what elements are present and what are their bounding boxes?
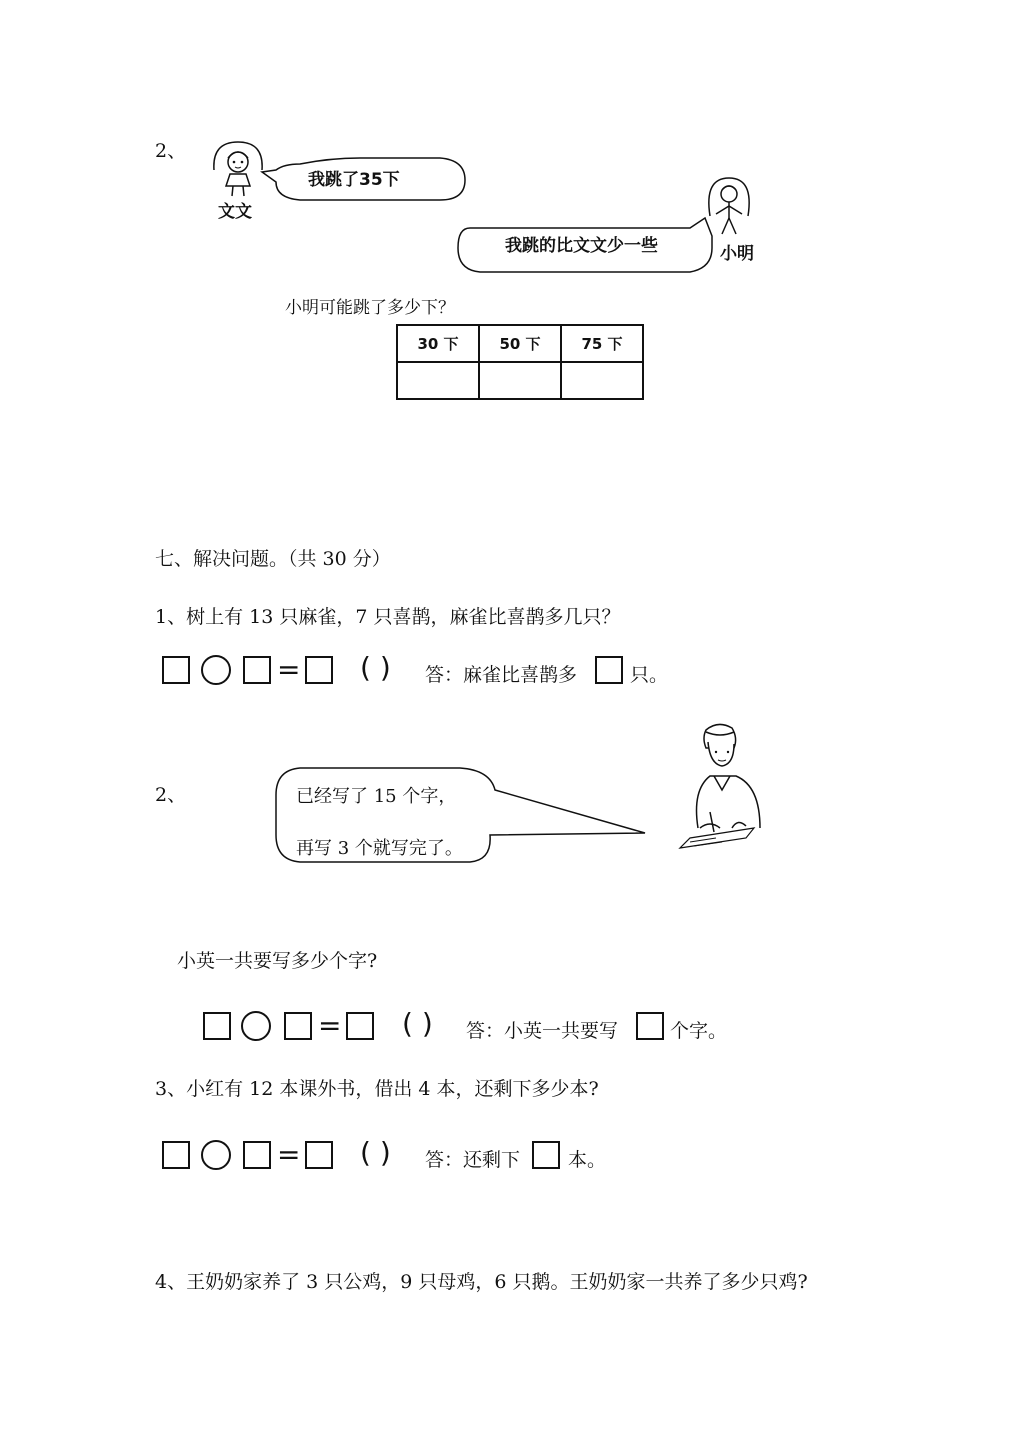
unit-parentheses[interactable]: ( ) xyxy=(402,1007,433,1040)
answer-box[interactable] xyxy=(243,1141,271,1169)
answer-box[interactable] xyxy=(284,1012,312,1040)
boy-speech-text: 我跳的比文文少一些 xyxy=(505,236,658,256)
equals-sign: = xyxy=(277,653,301,686)
child-writing-illustration xyxy=(676,720,766,855)
answer-suffix: 只。 xyxy=(630,664,669,686)
answer-box[interactable] xyxy=(532,1141,560,1169)
problem-3-question: 3、小红有 12 本课外书，借出 4 本，还剩下多少本? xyxy=(155,1078,599,1100)
answer-box[interactable] xyxy=(305,1141,333,1169)
equals-sign: = xyxy=(318,1009,342,1042)
choice-option: 75 下 xyxy=(561,325,643,362)
girl-name: 文文 xyxy=(218,202,252,222)
question-number: 2、 xyxy=(155,140,187,162)
choice-option: 30 下 xyxy=(397,325,479,362)
section-title: 七、解决问题。（共 30 分） xyxy=(155,548,391,570)
answer-box[interactable] xyxy=(346,1012,374,1040)
speech-line-2: 再写 3 个就写完了。 xyxy=(296,838,463,858)
answer-box[interactable] xyxy=(636,1012,664,1040)
choice-option: 50 下 xyxy=(479,325,561,362)
operator-circle[interactable] xyxy=(241,1011,271,1041)
answer-suffix: 个字。 xyxy=(670,1020,728,1042)
operator-circle[interactable] xyxy=(201,1140,231,1170)
answer-prefix: 答：麻雀比喜鹊多 xyxy=(425,664,578,686)
speech-line-2-clip xyxy=(296,836,471,858)
answer-box[interactable] xyxy=(203,1012,231,1040)
answer-box[interactable] xyxy=(162,1141,190,1169)
unit-parentheses[interactable]: ( ) xyxy=(360,1136,391,1169)
problem-4-question: 4、王奶奶家养了 3 只公鸡，9 只母鸡，6 只鹅。王奶奶家一共养了多少只鸡? xyxy=(155,1271,808,1293)
equals-sign: = xyxy=(277,1138,301,1171)
unit-parentheses[interactable]: ( ) xyxy=(360,651,391,684)
boy-name: 小明 xyxy=(720,244,754,264)
answer-prefix: 答：小英一共要写 xyxy=(466,1020,619,1042)
girl-speech-text: 我跳了35下 xyxy=(308,170,400,190)
problem-2-number: 2、 xyxy=(155,784,187,806)
answer-suffix: 本。 xyxy=(568,1149,607,1171)
q6-2-question: 小明可能跳了多少下？ xyxy=(285,298,455,318)
problem-2-question: 小英一共要写多少个字? xyxy=(177,950,378,972)
speech-line-1: 已经写了 15 个字， xyxy=(296,786,457,807)
answer-prefix: 答：还剩下 xyxy=(425,1149,521,1171)
problem-1-question: 1、树上有 13 只麻雀，7 只喜鹊，麻雀比喜鹊多几只？ xyxy=(155,606,621,628)
